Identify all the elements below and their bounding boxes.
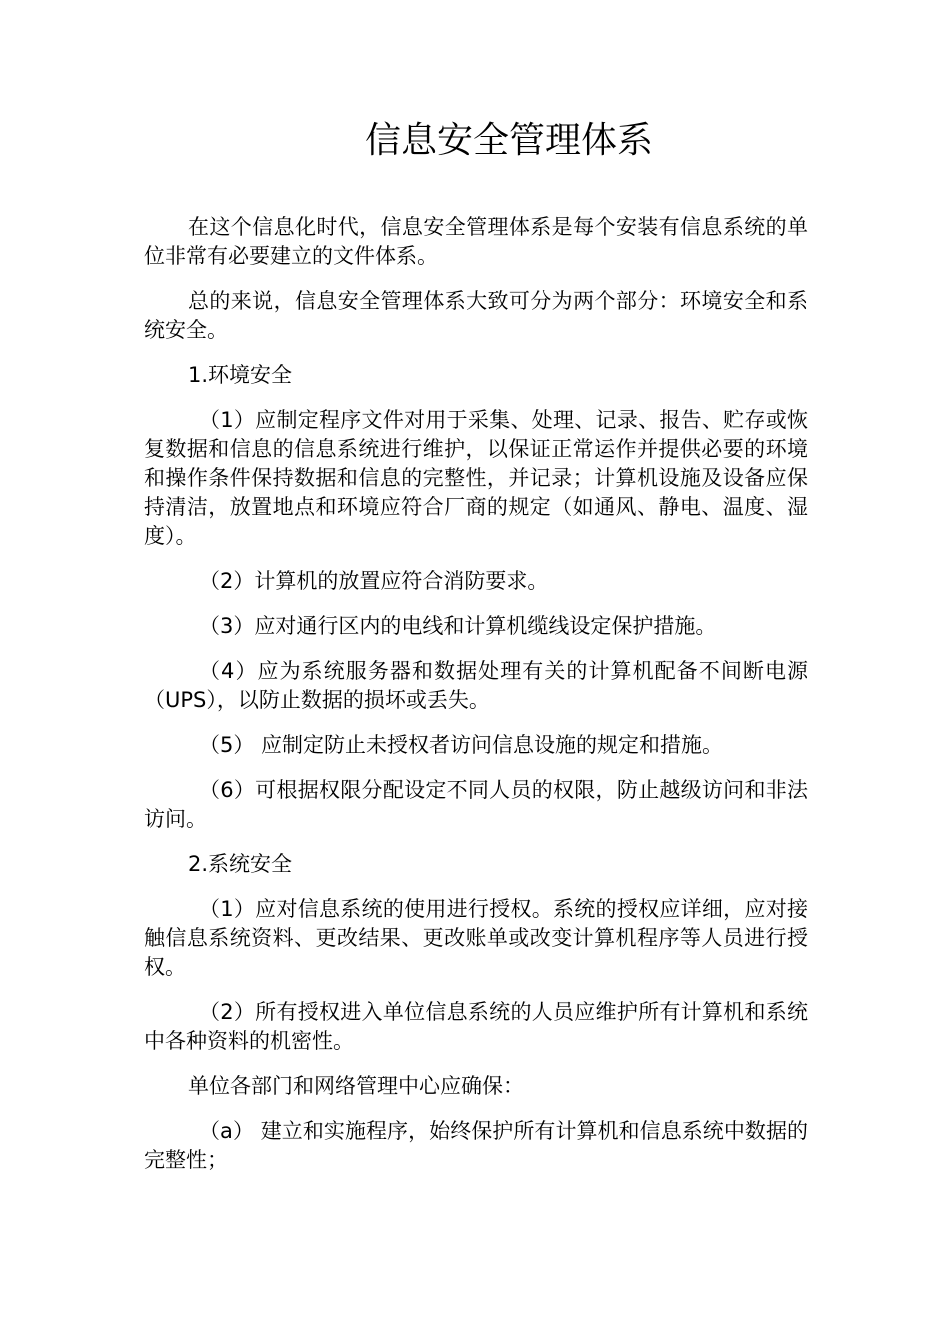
list-item: （4）应为系统服务器和数据处理有关的计算机配备不间断电源（UPS），以防止数据的损坏或丢失。 <box>144 659 808 712</box>
list-item: （2）计算机的放置应符合消防要求。 <box>199 569 549 593</box>
paragraph-overview: 总的来说，信息安全管理体系大致可分为两个部分：环境安全和系统安全。 <box>144 289 808 342</box>
list-item: （1）应对信息系统的使用进行授权。系统的授权应详细，应对接触信息系统资料、更改结果、更改账单或改变计算机程序等人员进行授权。 <box>144 897 808 979</box>
document-body <box>144 213 808 1191</box>
list-item: （a） 建立和实施程序，始终保护所有计算机和信息系统中数据的完整性； <box>144 1119 808 1172</box>
paragraph-departments: 单位各部门和网络管理中心应确保： <box>188 1074 524 1098</box>
list-item: （1）应制定程序文件对用于采集、处理、记录、报告、贮存或恢复数据和信息的信息系统进行维护，以保证正常运作并提供必要的环境和操作条件保持数据和信息的完整性，并记录；计算机设施及设备应保持清洁，放置地点和环境应符合厂商的规定（如通风、静电、温度、湿度）。 <box>144 408 808 548</box>
list-item: （5） 应制定防止未授权者访问信息设施的规定和措施。 <box>199 733 724 757</box>
section-heading-environment: 1.环境安全 <box>188 363 293 387</box>
list-item: （6）可根据权限分配设定不同人员的权限，防止越级访问和非法访问。 <box>144 778 808 831</box>
paragraph-intro: 在这个信息化时代，信息安全管理体系是每个安装有信息系统的单位非常有必要建立的文件体系。 <box>144 215 808 268</box>
document-title: 信息安全管理体系 <box>364 120 653 161</box>
section-heading-system: 2.系统安全 <box>188 852 293 876</box>
list-item: （3）应对通行区内的电线和计算机缆线设定保护措施。 <box>199 614 717 638</box>
list-item: （2）所有授权进入单位信息系统的人员应维护所有计算机和系统中各种资料的机密性。 <box>144 1000 808 1053</box>
